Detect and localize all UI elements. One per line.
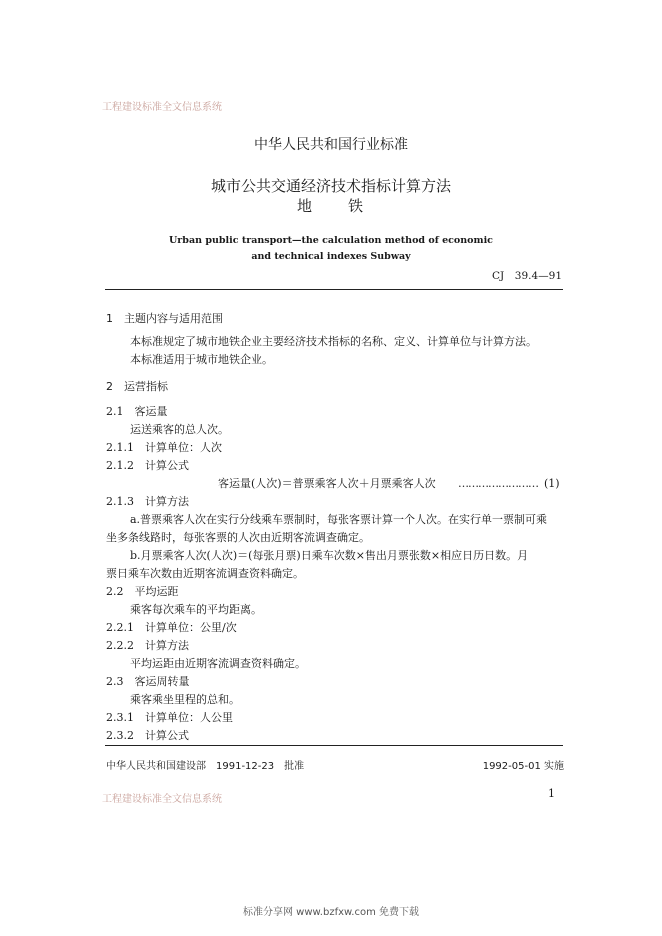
clause-2-2-2: 2.2.2 计算方法 xyxy=(106,639,189,652)
footer-issuer: 中华人民共和国建设部 1991-12-23 批准 xyxy=(106,761,305,772)
section1-para1: 本标准规定了城市地铁企业主要经济技术指标的名称、定义、计算单位与计算方法。 xyxy=(130,335,537,348)
clause-2-2-1: 2.2.1 计算单位：公里/次 xyxy=(106,621,237,634)
section1-heading: 1 主题内容与适用范围 xyxy=(106,312,223,325)
header-rule xyxy=(105,289,563,290)
title-cn-line2: 地 铁 xyxy=(296,197,365,215)
item-b-line2: 票日乘车次数由近期客流调查资料确定。 xyxy=(106,567,304,580)
watermark-bottom: 工程建设标准全文信息系统 xyxy=(102,794,222,805)
section1-para2: 本标准适用于城市地铁企业。 xyxy=(130,353,273,366)
title-en-line2: and technical indexes Subway xyxy=(251,251,411,262)
footer-effective-date: 1992-05-01 实施 xyxy=(482,761,564,772)
formula-1-number: (1) xyxy=(544,477,560,490)
clause-2-3: 2.3 客运周转量 xyxy=(106,675,190,688)
clause-2-3-2: 2.3.2 计算公式 xyxy=(106,729,189,742)
formula-1-leader-dots: …………………… xyxy=(458,477,538,490)
clause-2-3-1: 2.3.1 计算单位：人公里 xyxy=(106,711,233,724)
item-b-line1: b.月票乘客人次(人次)＝(每张月票)日乘车次数×售出月票张数×相应日历日数。月 xyxy=(130,549,529,562)
clause-2-1-definition: 运送乘客的总人次。 xyxy=(130,423,229,436)
document-type: 中华人民共和国行业标准 xyxy=(254,137,408,153)
clause-2-1-3: 2.1.3 计算方法 xyxy=(106,495,189,508)
section2-heading: 2 运营指标 xyxy=(106,380,168,393)
item-a-line1: a.普票乘客人次在实行分线乘车票制时，每张客票计算一个人次。在实行单一票制可乘 xyxy=(130,513,548,526)
clause-2-2-2-text: 平均运距由近期客流调查资料确定。 xyxy=(130,657,306,670)
title-cn-line1: 城市公共交通经济技术指标计算方法 xyxy=(210,177,451,195)
footer-rule xyxy=(105,745,563,746)
clause-2-2: 2.2 平均运距 xyxy=(106,585,179,598)
watermark-top: 工程建设标准全文信息系统 xyxy=(102,102,222,113)
page-number: 1 xyxy=(548,787,555,800)
clause-2-1-1: 2.1.1 计算单位：人次 xyxy=(106,441,222,454)
title-en-line1: Urban public transport—the calculation method of economic xyxy=(169,235,493,246)
clause-2-1-2: 2.1.2 计算公式 xyxy=(106,459,189,472)
clause-2-2-definition: 乘客每次乘车的平均距离。 xyxy=(130,603,262,616)
standard-code: CJ 39.4—91 xyxy=(492,270,562,282)
item-a-line2: 坐多条线路时，每张客票的人次由近期客流调查确定。 xyxy=(106,531,370,544)
bottom-download-banner: 标准分享网 www.bzfxw.com 免费下载 xyxy=(243,907,419,918)
clause-2-3-definition: 乘客乘坐里程的总和。 xyxy=(130,693,240,706)
clause-2-1: 2.1 客运量 xyxy=(106,405,168,418)
formula-1: 客运量(人次)＝普票乘客人次＋月票乘客人次 xyxy=(218,477,436,490)
